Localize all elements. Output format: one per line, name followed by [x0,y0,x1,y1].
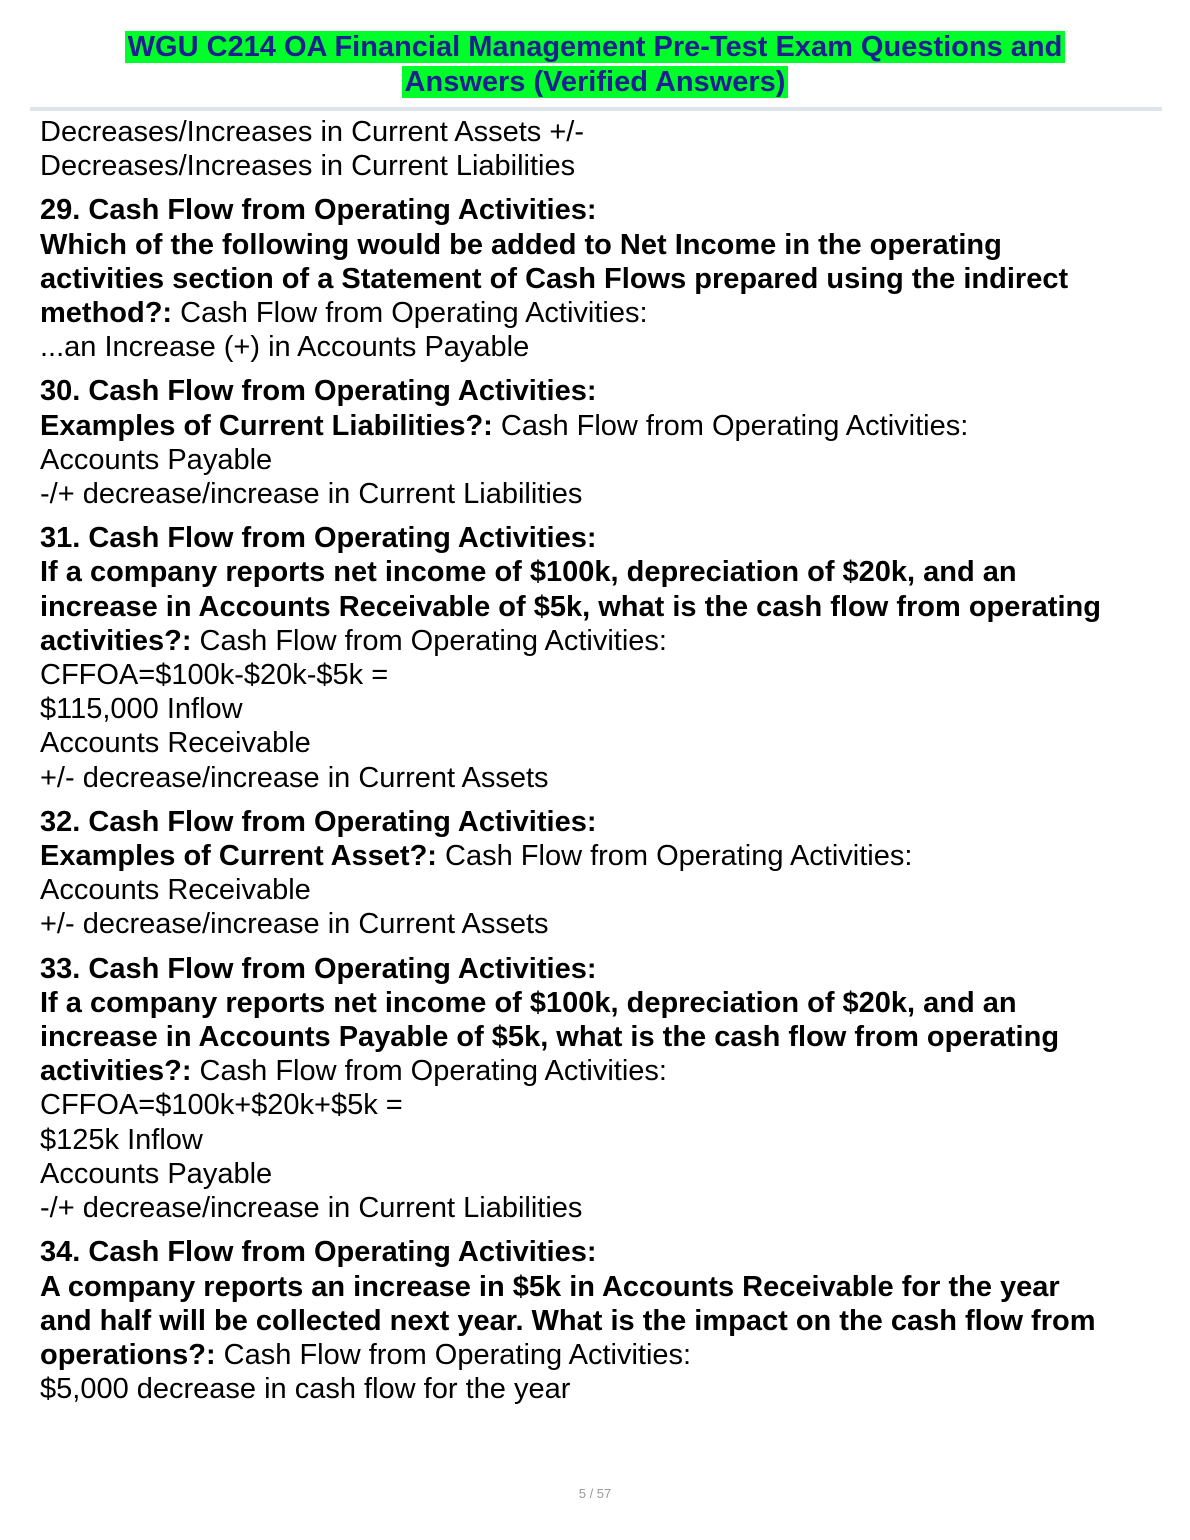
answer-text: Cash Flow from Operating Activities: [492,409,969,442]
answer-text: Accounts Receivable [40,874,311,907]
question-text: activities?: [40,1055,192,1088]
question-32 [40,805,1165,942]
answer-text: -/+ decrease/increase in Current Liabilities [40,1192,583,1225]
question-text: If a company reports net income of $100k, depreciation of $20k, and an [40,986,1017,1019]
question-text: operations?: [40,1338,216,1371]
question-heading: 32. Cash Flow from Operating Activities: [40,805,597,838]
question-heading: 33. Cash Flow from Operating Activities: [40,952,597,985]
question-heading: 31. Cash Flow from Operating Activities: [40,522,597,555]
intro-block [40,115,1165,183]
answer-text: +/- decrease/increase in Current Assets [40,908,549,941]
answer-text: -/+ decrease/increase in Current Liabilities [40,478,583,511]
page-number: 5 / 57 [578,1486,612,1501]
question-29 [40,193,1165,364]
answer-text: CFFOA=$100k+$20k+$5k = [40,1089,403,1122]
question-heading: 30. Cash Flow from Operating Activities: [40,375,597,408]
question-31 [40,521,1165,795]
question-text: Examples of Current Liabilities?: [40,409,493,442]
answer-text: $115,000 Inflow [40,693,243,726]
answer-text: Accounts Payable [40,443,273,476]
question-text: activities?: [40,624,192,657]
question-text: increase in Accounts Payable of $5k, what is the cash flow from operating [40,1021,1060,1054]
question-text: Which of the following would be added to Net Income in the operating [40,228,1002,261]
document-title-line1: WGU C214 OA Financial Management Pre-Test Exam Questions and [125,31,1066,63]
question-33 [40,952,1165,1226]
question-34 [40,1235,1165,1406]
answer-text: Accounts Payable [40,1157,273,1190]
answer-text: CFFOA=$100k-$20k-$5k = [40,659,389,692]
question-text: If a company reports net income of $100k, depreciation of $20k, and an [40,556,1017,589]
intro-line: Decreases/Increases in Current Liabilities [40,150,576,183]
question-text: Examples of Current Asset?: [40,840,437,873]
question-text: method?: [40,297,173,330]
answer-text: Cash Flow from Operating Activities: [215,1338,692,1371]
document-title-line2: Answers (Verified Answers) [402,66,789,98]
question-text: activities section of a Statement of Cash Flows prepared using the indirect [40,262,1069,295]
question-30 [40,374,1165,511]
answer-text: +/- decrease/increase in Current Assets [40,761,549,794]
question-text: and half will be collected next year. What is the impact on the cash flow from [40,1304,1096,1337]
question-heading: 29. Cash Flow from Operating Activities: [40,194,597,227]
document-title [0,30,1190,100]
answer-text: Accounts Receivable [40,727,311,760]
answer-text: Cash Flow from Operating Activities: [191,1055,667,1088]
question-text: increase in Accounts Receivable of $5k, what is the cash flow from operating [40,590,1101,623]
answer-text: Cash Flow from Operating Activities: [191,624,667,657]
answer-text: Cash Flow from Operating Activities: [172,297,648,330]
document-body [40,115,1165,1406]
answer-text: $125k Inflow [40,1123,203,1156]
answer-text: Cash Flow from Operating Activities: [436,840,913,873]
answer-text: $5,000 decrease in cash flow for the year [40,1373,571,1406]
intro-line: Decreases/Increases in Current Assets +/- [40,116,584,148]
answer-text: ...an Increase (+) in Accounts Payable [40,331,530,364]
header-divider [30,107,1162,111]
question-heading: 34. Cash Flow from Operating Activities: [40,1236,597,1269]
question-text: A company reports an increase in $5k in Accounts Receivable for the year [40,1270,1060,1303]
